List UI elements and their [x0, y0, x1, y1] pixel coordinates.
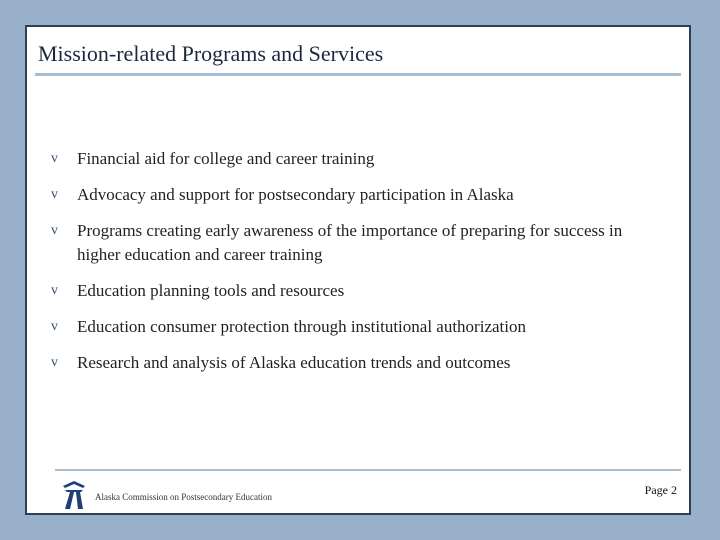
- acpe-logo-icon: [61, 480, 87, 510]
- bullet-text: Financial aid for college and career training: [77, 149, 375, 168]
- diamond-bullet-icon: v: [51, 319, 58, 334]
- footer-divider: [55, 469, 681, 471]
- title-divider: [35, 73, 681, 76]
- bullet-item: [47, 219, 667, 267]
- diamond-bullet-icon: v: [51, 187, 58, 202]
- diamond-bullet-icon: v: [51, 355, 58, 370]
- bullet-item: [47, 183, 667, 207]
- bullet-text: Research and analysis of Alaska education trends and outcomes: [77, 353, 511, 372]
- bullet-text: Programs creating early awareness of the importance of preparing for success in higher education and career training: [77, 221, 623, 264]
- slide: [25, 25, 691, 515]
- diamond-bullet-icon: v: [51, 223, 58, 238]
- diamond-bullet-icon: v: [51, 283, 58, 298]
- footer-organization: Alaska Commission on Postsecondary Education: [95, 492, 272, 502]
- bullet-item: [47, 315, 667, 339]
- bullet-item: [47, 147, 667, 171]
- bullet-text: Education planning tools and resources: [77, 281, 345, 300]
- bullet-text: Education consumer protection through institutional authorization: [77, 317, 526, 336]
- bullet-item: [47, 351, 667, 375]
- bullet-text: Advocacy and support for postsecondary participation in Alaska: [77, 185, 514, 204]
- diamond-bullet-icon: v: [51, 151, 58, 166]
- slide-title: Mission-related Programs and Services: [38, 41, 384, 66]
- bullet-list: [47, 147, 667, 387]
- page-number: Page 2: [644, 483, 677, 497]
- bullet-item: [47, 279, 667, 303]
